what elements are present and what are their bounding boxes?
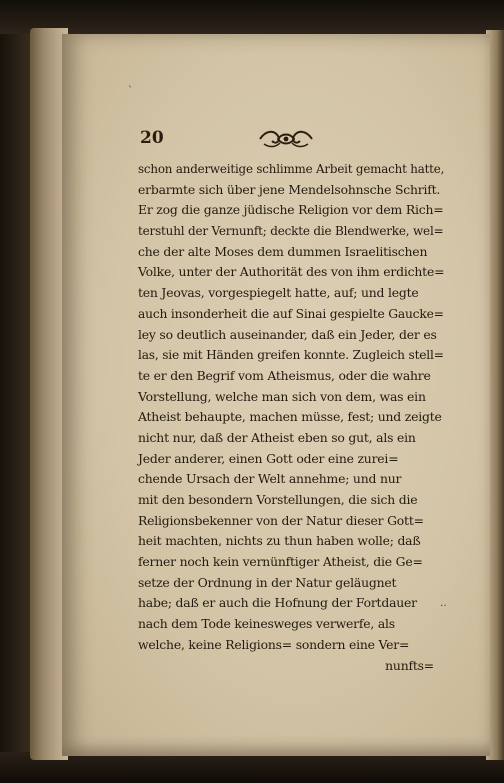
text-line: habe; daß er auch die Hofnung der Fortdauer (138, 595, 417, 611)
book-cover-top (0, 0, 504, 34)
text-line: che der alte Moses dem dummen Israelitischen (138, 243, 428, 259)
book-cover-left (0, 0, 34, 783)
text-line: schon anderweitige schlimme Arbeit gemacht hatte, (138, 161, 445, 176)
page-number: 20 (140, 128, 164, 148)
text-line: erbarmte sich über jene Mendelsohnsche Schrift. (138, 181, 441, 197)
text-line: las, sie mit Händen greifen konnte. Zugleich stell= (138, 347, 444, 363)
text-line: auch insonderheit die auf Sinai gespielte Gaucke= (138, 305, 444, 321)
text-line: Religionsbekenner von der Natur dieser Gott= (138, 512, 424, 528)
text-line: ferner noch kein vernünftiger Atheist, die Ge= (138, 554, 423, 570)
text-line: welche, keine Religions= sondern eine Ver= (138, 636, 410, 652)
text-line: Atheist behaupte, machen müsse, fest; und zeigte (138, 409, 442, 425)
text-line: setze der Ordnung in der Natur geläugnet (138, 574, 397, 590)
text-line: Vorstellung, welche man sich von dem, was ein (138, 388, 426, 404)
text-line: Volke, unter der Authorität des von ihm erdichte= (138, 264, 445, 280)
text-line: terstuhl der Vernunft; deckte die Blendwerke, wel= (138, 223, 444, 239)
text-line: heit machten, nichts zu thun haben wolle; daß (138, 533, 421, 549)
text-line: mit den besondern Vorstellungen, die sich die (138, 492, 418, 507)
book-cover-bottom (0, 752, 504, 783)
text-line: Er zog die ganze jüdische Religion vor dem Rich= (138, 202, 444, 218)
text-line-catchword: nunfts= (385, 657, 434, 673)
text-line: ley so deutlich auseinander, daß ein Jeder, der es (138, 326, 437, 342)
body-text (138, 159, 444, 676)
text-line: Jeder anderer, einen Gott oder eine zurei= (138, 450, 399, 466)
ornament-vignette-icon (256, 128, 316, 150)
paper-speck: ‥ (440, 598, 447, 609)
paper-speck: ˋ (128, 86, 133, 97)
text-line: ten Jeovas, vorgespiegelt hatte, auf; und legte (138, 285, 419, 301)
text-line: nicht nur, daß der Atheist eben so gut, als ein (138, 429, 416, 445)
text-line: te er den Begrif vom Atheismus, oder die wahre (138, 367, 431, 383)
text-line: nach dem Tode keinesweges verwerfe, als (138, 616, 395, 632)
text-line: chende Ursach der Welt annehme; und nur (138, 471, 402, 487)
